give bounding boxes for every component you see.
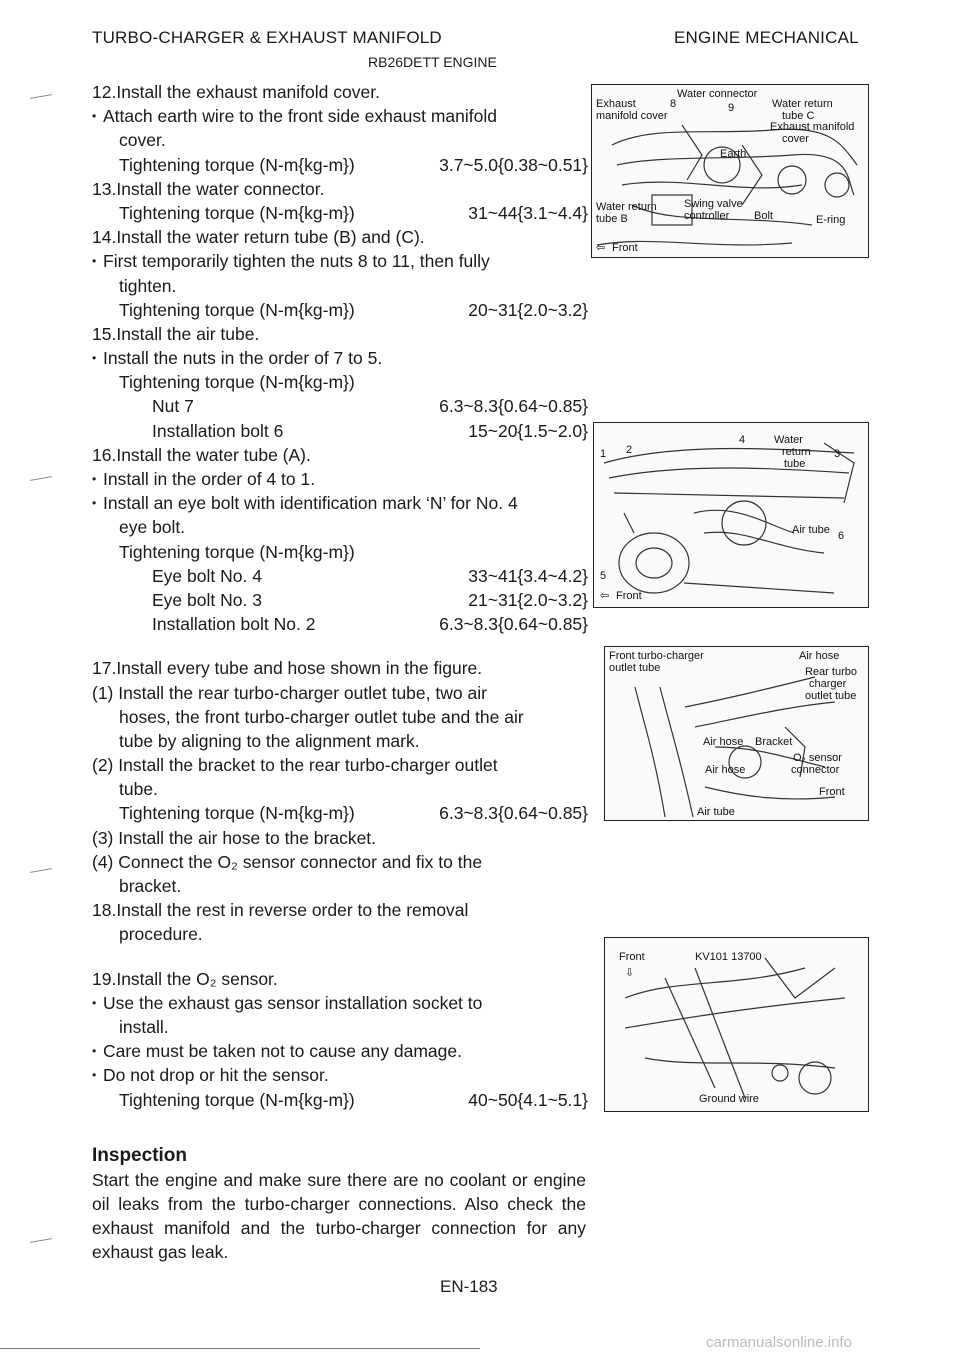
torque-item: Nut 7 (152, 396, 194, 417)
step-14: 14.Install the water return tube (B) and (C). (92, 227, 425, 248)
figure-o2-sensor (604, 937, 869, 1112)
label-front: Front (619, 951, 645, 963)
front-arrow-icon: ⇦ (600, 590, 610, 602)
torque-row (92, 298, 588, 322)
label-front-turbo: Front turbo-charger (609, 650, 704, 662)
page-number: EN-183 (440, 1277, 498, 1296)
label-exhaust: Exhaust (596, 98, 636, 110)
label-return: return (782, 446, 811, 458)
torque-row (92, 153, 588, 177)
torque-label: Tightening torque (N-m{kg-m}) (119, 541, 355, 562)
margin-mark (30, 94, 52, 99)
label-e-ring: E-ring (816, 214, 846, 226)
label-connector: connector (791, 764, 840, 776)
step-15: 15.Install the air tube. (92, 323, 260, 344)
label-6: 6 (838, 530, 845, 542)
label-water-return-b: Water return (596, 201, 657, 213)
watermark: carmanualsonline.info (706, 1334, 852, 1351)
label-cover: cover (782, 133, 809, 145)
torque-row (92, 394, 588, 418)
inspection-text: Start the engine and make sure there are no coolant or engine oil leaks from the turbo-charger connections. Also check the exhaust manifold and the turbo-charger connection for any exhaust gas leak. (92, 1169, 586, 1263)
bullet: • Install in the order of 4 to 1. (92, 467, 588, 491)
label-water-return: Water return (772, 98, 833, 110)
torque-value: 31~44{3.1~4.4} (468, 202, 588, 223)
front-arrow-icon: ⇩ (625, 967, 635, 979)
torque-label: Tightening torque (N-m{kg-m}) (119, 299, 355, 320)
torque-value: 6.3~8.3{0.64~0.85} (439, 396, 588, 417)
bullet: • Care must be taken not to cause any damage. (92, 1039, 588, 1063)
header-chapter-title: ENGINE MECHANICAL (674, 28, 859, 47)
torque-item: Installation bolt No. 2 (152, 614, 316, 635)
step-19: 19.Install the O₂ sensor. (92, 968, 278, 989)
label-o2-sensor: O₂ sensor (793, 752, 842, 764)
torque-label: Tightening torque (N-m{kg-m}) (119, 154, 355, 175)
label-water-connector: Water connector (677, 88, 758, 100)
footer-divider (0, 1348, 480, 1349)
label-front: Front (612, 242, 638, 254)
torque-value: 15~20{1.5~2.0} (468, 420, 588, 441)
label-front-arrow-icon: ⇦ (596, 242, 606, 254)
bullet-cont: cover. (119, 130, 166, 151)
torque-label: Tightening torque (N-m{kg-m}) (119, 202, 355, 223)
step-cont: procedure. (119, 924, 203, 945)
substep: (2) Install the bracket to the rear turbo-charger outlet (92, 755, 498, 776)
label-tube: tube (784, 458, 806, 470)
torque-value: 6.3~8.3{0.64~0.85} (439, 614, 588, 635)
bullet-cont: install. (119, 1016, 169, 1037)
label-charger: charger (809, 678, 847, 690)
substep: (1) Install the rear turbo-charger outlet tube, two air (92, 682, 487, 703)
torque-item: Installation bolt 6 (152, 420, 284, 441)
figure-water-tube (593, 422, 869, 608)
torque-row (92, 612, 588, 636)
torque-item: Eye bolt No. 4 (152, 565, 262, 586)
label-bolt: Bolt (754, 210, 773, 222)
figure-water-connector (591, 84, 869, 258)
label-water: Water (774, 434, 803, 446)
torque-label: Tightening torque (N-m{kg-m}) (119, 1089, 355, 1110)
label-3: 3 (834, 448, 841, 460)
label-outlet-tube-rear: outlet tube (805, 690, 857, 702)
step-13: 13.Install the water connector. (92, 178, 325, 199)
label-exhaust-manifold: Exhaust manifold (770, 121, 855, 133)
label-manifold-cover: manifold cover (596, 110, 668, 122)
label-part-number: KV101 13700 (695, 951, 762, 963)
substep-cont: hoses, the front turbo-charger outlet tube and the air (119, 706, 524, 727)
label-front: Front (819, 786, 845, 798)
step-17: 17.Install every tube and hose shown in the figure. (92, 658, 483, 679)
header-engine: RB26DETT ENGINE (368, 54, 497, 70)
label-ground-wire: Ground wire (699, 1093, 759, 1105)
bullet-cont: tighten. (119, 275, 177, 296)
bullet-cont: eye bolt. (119, 517, 186, 538)
label-2: 2 (626, 444, 633, 456)
label-5: 5 (600, 570, 607, 582)
torque-value: 20~31{2.0~3.2} (468, 299, 588, 320)
label-bracket: Bracket (755, 736, 793, 748)
torque-row (92, 201, 588, 225)
label-air-tube: Air tube (792, 524, 830, 536)
torque-row (92, 564, 588, 588)
substep: (4) Connect the O₂ sensor connector and fix to the (92, 851, 483, 872)
step-12: 12.Install the exhaust manifold cover. (92, 82, 380, 102)
substep-cont: bracket. (119, 876, 182, 896)
torque-item: Eye bolt No. 3 (152, 589, 262, 610)
torque-value: 6.3~8.3{0.64~0.85} (439, 803, 588, 824)
torque-label: Tightening torque (N-m{kg-m}) (119, 372, 355, 393)
label-tube-b: tube B (596, 213, 628, 225)
label-8: 8 (670, 98, 677, 110)
margin-mark (30, 868, 52, 873)
substep-cont: tube. (119, 779, 158, 800)
torque-label: Tightening torque (N-m{kg-m}) (119, 803, 355, 824)
torque-value: 40~50{4.1~5.1} (468, 1089, 588, 1110)
bullet: • Install the nuts in the order of 7 to 5. (92, 346, 588, 370)
label-1: 1 (600, 448, 607, 460)
substep: (3) Install the air hose to the bracket. (92, 827, 377, 848)
label-rear-turbo: Rear turbo (805, 666, 857, 678)
label-air-tube: Air tube (697, 806, 735, 818)
label-4: 4 (739, 434, 746, 446)
label-air-hose-mid: Air hose (703, 736, 744, 748)
bullet: • Install an eye bolt with identification mark ‘N’ for No. 4 (92, 491, 588, 515)
label-air-hose-low: Air hose (705, 764, 746, 776)
step-16: 16.Install the water tube (A). (92, 444, 311, 465)
label-swing-valve: Swing valve (684, 198, 743, 210)
torque-value: 33~41{3.4~4.2} (468, 565, 588, 586)
bullet: • First temporarily tighten the nuts 8 to 11, then fully (92, 249, 588, 273)
label-air-hose-top: Air hose (799, 650, 840, 662)
step-18: 18.Install the rest in reverse order to the removal (92, 900, 469, 921)
label-earth: Earth (720, 148, 747, 160)
bullet: • Use the exhaust gas sensor installation socket to (92, 991, 588, 1015)
figure-tubes-hoses (604, 646, 869, 821)
torque-row (92, 801, 588, 825)
label-front: Front (616, 590, 642, 602)
torque-value: 21~31{2.0~3.2} (468, 589, 588, 610)
torque-row (92, 419, 588, 443)
margin-mark (30, 1238, 52, 1243)
substep-cont: tube by aligning to the alignment mark. (119, 730, 420, 751)
procedure-text (92, 80, 588, 1265)
bullet: • Do not drop or hit the sensor. (92, 1063, 588, 1087)
margin-mark (30, 476, 52, 481)
torque-row (92, 1088, 588, 1112)
inspection-heading: Inspection (92, 1144, 188, 1166)
torque-row (92, 588, 588, 612)
header-section-title: TURBO-CHARGER & EXHAUST MANIFOLD (92, 28, 442, 47)
bullet: • Attach earth wire to the front side exhaust manifold (92, 104, 588, 128)
label-outlet-tube: outlet tube (609, 662, 661, 674)
torque-value: 3.7~5.0{0.38~0.51} (439, 154, 588, 175)
label-tube-c: tube C (782, 110, 815, 122)
label-controller: controller (684, 210, 730, 222)
label-9: 9 (728, 102, 735, 114)
